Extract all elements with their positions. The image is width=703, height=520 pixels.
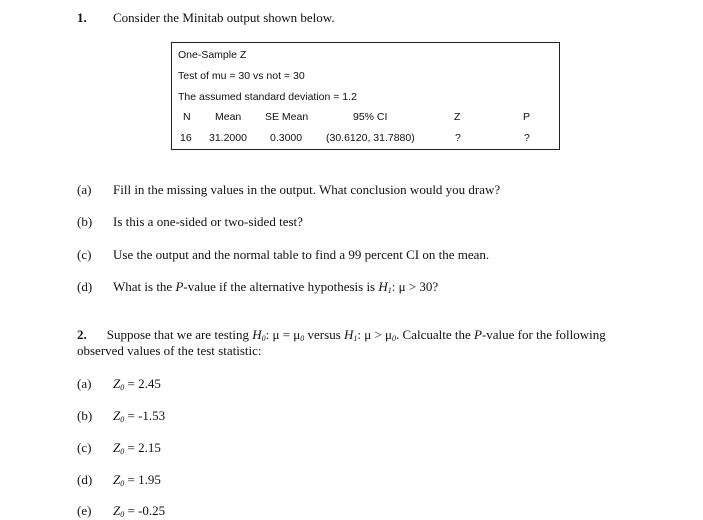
output-sd-line: The assumed standard deviation = 1.2	[178, 91, 357, 103]
q2-part-b-value: $Z_0 = -1.53$	[113, 408, 166, 424]
header-mean: Mean	[215, 111, 242, 123]
minitab-output-box	[171, 42, 560, 150]
header-p: P	[523, 111, 531, 123]
q1-part-a-label: (a)	[77, 182, 92, 197]
q2-part-c-value: $Z_0 = 2.15$	[113, 440, 161, 456]
output-test-line: Test of mu = 30 vs not = 30	[178, 70, 305, 82]
q2-part-a-label: (a)	[77, 376, 92, 391]
q2-part-d-value: $Z_0 = 1.95$	[113, 472, 161, 488]
output-title: One-Sample Z	[178, 49, 247, 61]
cell-ci: (30.6120, 31.7880)	[326, 132, 415, 144]
q2-part-d-label: (d)	[77, 472, 93, 487]
header-se-mean: SE Mean	[265, 111, 309, 123]
q1-part-b-label: (b)	[77, 214, 93, 229]
header-z: Z	[454, 111, 461, 123]
q1-part-d-text: What is the P-value if the alternative hypothesis is $H_1$: μ > 30?	[113, 279, 439, 295]
cell-mean: 31.2000	[209, 132, 247, 144]
question-2-line-1: 2. Suppose that we are testing $H_0$: $\mu = \mu_0$ versus $H_1$: $\mu > \mu_0$. Calcualte the P-value for the following	[77, 327, 606, 343]
question-1-prompt: Consider the Minitab output shown below.	[113, 10, 335, 25]
q1-part-b-text: Is this a one-sided or two-sided test?	[113, 214, 303, 229]
header-n: N	[183, 111, 191, 123]
cell-p: ?	[524, 132, 530, 144]
q1-part-c-label: (c)	[77, 247, 92, 262]
q2-part-e-label: (e)	[77, 503, 92, 518]
question-2-number: 2.	[77, 327, 87, 342]
q2-part-e-value: $Z_0 = -0.25$	[113, 503, 166, 519]
q1-part-a-text: Fill in the missing values in the output. What conclusion would you draw?	[113, 182, 501, 197]
q2-part-c-label: (c)	[77, 440, 92, 455]
cell-se-mean: 0.3000	[270, 132, 303, 144]
header-ci: 95% CI	[353, 111, 388, 123]
q1-part-d-label: (d)	[77, 279, 93, 294]
question-1-number: 1.	[77, 10, 87, 25]
q2-part-a-value: $Z_0 = 2.45$	[113, 376, 161, 392]
cell-z: ?	[455, 132, 461, 144]
question-2-line-2: observed values of the test statistic:	[77, 343, 262, 358]
q1-part-c-text: Use the output and the normal table to find a 99 percent CI on the mean.	[113, 247, 490, 262]
q2-part-b-label: (b)	[77, 408, 93, 423]
cell-n: 16	[180, 132, 192, 144]
